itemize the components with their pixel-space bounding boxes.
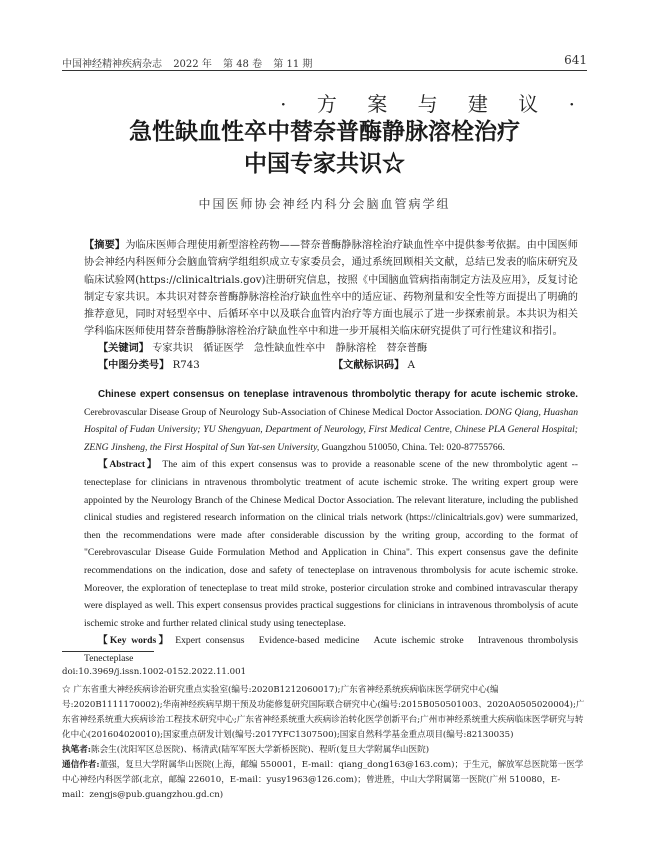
english-keywords-label: 【Key words】 xyxy=(98,635,171,647)
english-keywords-text: Expert consensus Evidence-based medicine Acute ischemic stroke Intravenous thrombolysis Tenecteplase xyxy=(84,635,588,664)
keywords-cn-label: 【关键词】 xyxy=(98,342,149,354)
doc-code-label: 【文献标识码】 xyxy=(333,359,405,371)
abstract-cn-label: 【摘要】 xyxy=(84,239,126,251)
footnotes xyxy=(62,665,586,803)
doc-code-line xyxy=(333,356,415,371)
keywords-cn xyxy=(98,339,427,354)
writers-label: 执笔者: xyxy=(62,745,91,755)
funding-marker: ☆ xyxy=(62,685,71,695)
doc-code-value: A xyxy=(407,360,415,371)
english-group: Cerebrovascular Disease Group of Neurology Sub-Association of Chinese Medical Doctor Association. xyxy=(84,406,483,418)
english-address: Guangzhou 510050, China. Tel: 020-87755766. xyxy=(321,441,505,453)
english-abstract-label: 【Abstract】 xyxy=(98,459,159,471)
english-authors: DONG Qiang, Huashan Hospital of Fudan University; YU Shengyuan, Department of Neurology, First Medical Centre, Chinese PLA General Hospital; ZENG Jinsheng, the First Hospital of Sun Yat-sen University, xyxy=(84,406,579,453)
clc-value: R743 xyxy=(172,360,200,371)
author-group: 中国医师协会神经内科分会脑血管病学组 xyxy=(198,197,451,211)
funding-text: 广东省重大神经疾病诊治研究重点实验室(编号:2020B1212060017);广东省神经系统疾病临床医学研究中心(编号:2020B1111170002);华南神经疾病早期干预及功能修复研究国际联合研究中心(编号:2015B050501003、2020A0505020004);广东省神经系统重大疾病诊治工程技术研究中心;广东省神经系统重大疾病诊治转化医学创新平台;广州市神经系统重大疾病临床医学研究与转化中心(201604020010);国家重点研发计划(编号:2017YFC1307500);国家自然科学基金重点项目(编号:82130035) xyxy=(62,685,585,740)
article-title-line1: 急性缺血性卒中替奈普酶静脉溶栓治疗 xyxy=(129,118,520,145)
classification-line xyxy=(98,356,200,371)
running-header xyxy=(62,55,320,70)
correspondence-note xyxy=(62,758,586,803)
writers-note xyxy=(62,743,586,758)
header-rule xyxy=(62,70,587,71)
journal-name: 中国神经精神疾病杂志 xyxy=(62,59,162,70)
journal-year: 2022 年 xyxy=(173,59,212,70)
doi-line: doi:10.3969/j.issn.1002-0152.2022.11.001 xyxy=(62,667,247,677)
article-title-line2: 中国专家共识☆ xyxy=(244,150,405,177)
journal-issue: 第 11 期 xyxy=(273,59,313,70)
english-title: Chinese expert consensus on teneplase intravenous thrombolytic therapy for acute ischemic stroke. xyxy=(98,389,578,400)
funding-note xyxy=(62,683,586,743)
correspondence-text: 董强，复旦大学附属华山医院(上海，邮编 550001，E-mail：qiang_dong163@163.com)；于生元，解放军总医院第一医学中心神经内科医学部(北京，邮编 226010，E-mail：yusy1963@126.com)；曾进胜，中山大学附属第一医院(广州 510080，E-mail：zengjs@pub.guangzhou.gd.cn) xyxy=(62,760,584,800)
correspondence-label: 通信作者: xyxy=(62,760,100,770)
journal-volume: 第 48 卷 xyxy=(223,59,263,70)
abstract-cn-text: 为临床医师合理使用新型溶栓药物——替奈普酶静脉溶栓治疗缺血性卒中提供参考依据。由中国医师协会神经内科医师分会脑血管病学组组织成立专家委员会，通过系统回顾相关文献，总结已发表的临床研究及临床试验网(https://clinicaltrials.gov)注册研究信息，按照《中国脑血管病指南制定方法及应用》，反复讨论制定专家共识。本共识对替奈普酶静脉溶栓治疗缺血性卒中的适应证、药物剂量和安全性等方面提出了明确的推荐意见，同时对轻型卒中、后循环卒中以及联合血管内治疗等方面也展示了进一步探索前景。本共识为相关学科临床医师使用替奈普酶静脉溶栓治疗缺血性卒中和进一步开展相关临床研究提供了可行性建议和指引。 xyxy=(84,240,578,338)
english-abstract-text: The aim of this expert consensus was to provide a reasonable scene of the new thrombolytic agent --tenecteplase for clinicians in ntravenous thrombolytic treatment of acute ischemic stroke. The writing expert group were appointed by the Neurology Branch of the Chinese Medical Doctor Association. The relevant literature, including the published clinical studies and registered research information on the clinical trials network (https://clinicaltrials.gov) were summarized, then the recommendations were made after considerable discussion by the writing group, according to the format of "Cerebrovascular Disease Guide Formulation Method and Application in China". This expert consensus gave the definite recommendations on the indication, dose and safety of tenecteplase on intravenous thrombolysis for acute ischemic stroke. Moreover, the exploration of tenecteplase to treat mild stroke, posterior circulation stroke and combined intravascular therapy were displayed as well. This expert consensus provides practical suggestions for clinicians in intravenous thrombolysis of acute ischemic stroke and further related clinical study using tenecteplase. xyxy=(84,459,578,629)
clc-label: 【中图分类号】 xyxy=(98,359,170,371)
english-abstract xyxy=(84,386,588,668)
keywords-cn-text: 专家共识 循证医学 急性缺血性卒中 静脉溶栓 替奈普酶 xyxy=(152,343,428,354)
page-number: 641 xyxy=(564,53,587,67)
abstract-cn xyxy=(84,237,578,341)
section-label: · 方 案 与 建 议 · xyxy=(280,92,587,116)
writers-text: 陈会生(沈阳军区总医院)、杨清武(陆军军医大学新桥医院)、程昕(复旦大学附属华山医院) xyxy=(90,745,430,755)
footnote-rule xyxy=(62,651,154,652)
